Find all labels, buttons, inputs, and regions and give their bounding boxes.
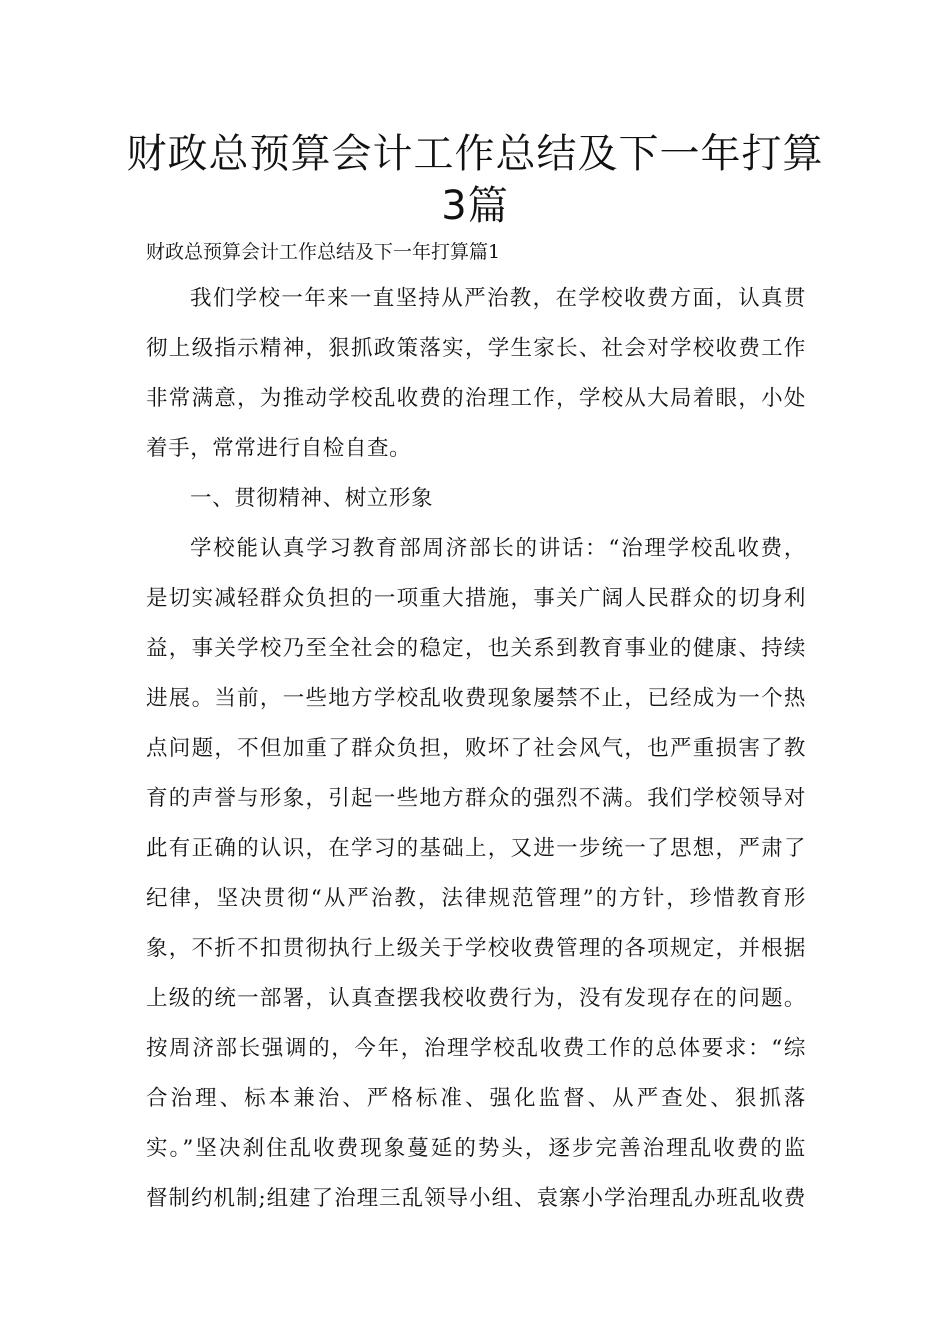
paragraph-line: 按周济部长强调的，今年，治理学校乱收费工作的总体要求：“综 [146,1036,806,1061]
paragraph-line: 益，事关学校乃至全社会的稳定，也关系到教育事业的健康、持续 [146,636,806,661]
paragraph-line: 纪律，坚决贯彻“从严治教，法律规范管理”的方针，珍惜教育形 [146,886,806,911]
paragraph-line: 实。”坚决刹住乱收费现象蔓延的势头，逐步完善治理乱收费的监 [146,1136,806,1161]
document-title-line-1: 财政总预算会计工作总结及下一年打算 [126,131,824,177]
paragraph-line: 象，不折不扣贯彻执行上级关于学校收费管理的各项规定，并根据 [146,936,806,961]
section-subtitle: 财政总预算会计工作总结及下一年打算篇1 [146,241,501,263]
document-title-line-2: 3篇 [441,183,509,229]
paragraph-line: 点问题，不但加重了群众负担，败坏了社会风气，也严重损害了教 [146,736,806,761]
paragraph-line: 是切实减轻群众负担的一项重大措施，事关广阔人民群众的切身利 [146,586,806,611]
paragraph-line: 上级的统一部署，认真查摆我校收费行为，没有发现存在的问题。 [146,986,806,1011]
paragraph-line: 学校能认真学习教育部周济部长的讲话：“治理学校乱收费， [190,536,806,561]
paragraph-line: 育的声誉与形象，引起一些地方群众的强烈不满。我们学校领导对 [146,786,806,811]
paragraph-line: 督制约机制;组建了治理三乱领导小组、袁寨小学治理乱办班乱收费 [146,1186,806,1211]
paragraph-line: 此有正确的认识，在学习的基础上，又进一步统一了思想，严肃了 [146,836,806,861]
paragraph-line: 合治理、标本兼治、严格标准、强化监督、从严查处、狠抓落 [146,1086,806,1111]
paragraph-line: 彻上级指示精神，狠抓政策落实，学生家长、社会对学校收费工作 [146,336,806,361]
paragraph-line: 进展。当前，一些地方学校乱收费现象屡禁不止，已经成为一个热 [146,686,806,711]
paragraph-line: 我们学校一年来一直坚持从严治教，在学校收费方面，认真贯 [190,286,806,311]
section-heading: 一、贯彻精神、树立形象 [190,486,434,511]
paragraph-line: 着手，常常进行自检自查。 [146,436,412,461]
paragraph-line: 非常满意，为推动学校乱收费的治理工作，学校从大局着眼，小处 [146,386,806,411]
